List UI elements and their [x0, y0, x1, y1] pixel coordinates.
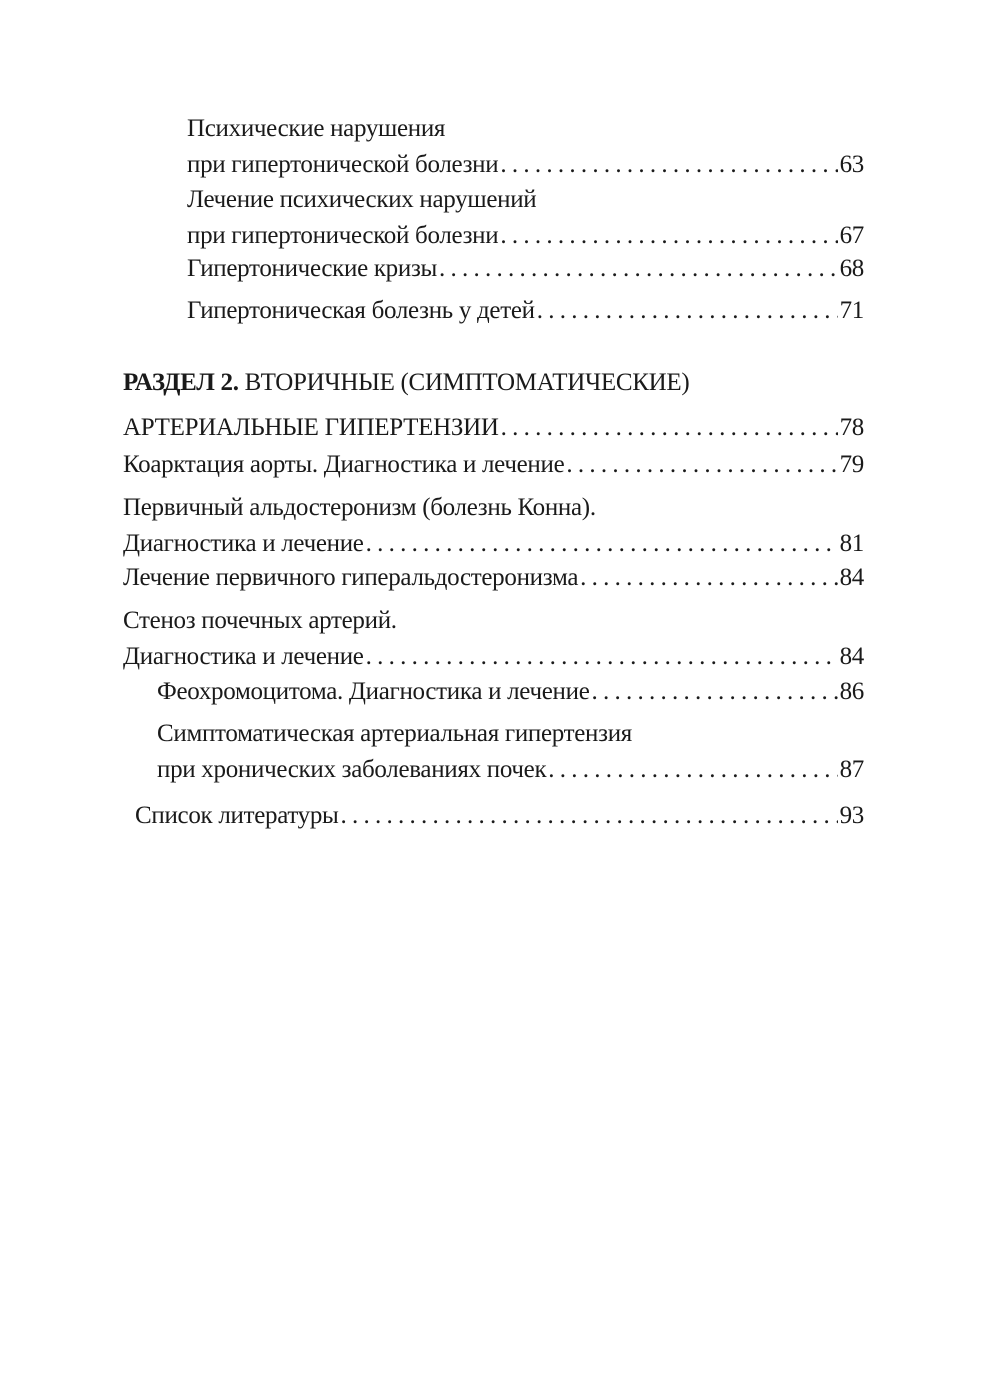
section-prefix: РАЗДЕЛ 2. [123, 369, 239, 396]
toc-page-number: 71 [839, 297, 864, 324]
toc-page-number: 93 [839, 802, 864, 829]
toc-entry[interactable] [187, 251, 864, 287]
toc-entry-title-line: Диагностика и лечение [123, 643, 364, 670]
toc-page-number: 67 [839, 222, 864, 249]
toc-entry-title-line: Диагностика и лечение [123, 530, 364, 557]
toc-entry[interactable] [157, 716, 864, 788]
toc-entry-title-line: АРТЕРИАЛЬНЫЕ ГИПЕРТЕНЗИИ [123, 414, 499, 441]
dot-leader [592, 674, 838, 710]
dot-leader [439, 251, 838, 287]
toc-entry-title-line: Психические нарушения [187, 115, 446, 142]
toc-entry-title-line: при гипертонической болезни [187, 222, 499, 249]
toc-page-number: 78 [839, 414, 864, 441]
toc-page-number: 68 [839, 255, 864, 282]
toc-entry-title-line: Лечение психических нарушений [187, 186, 537, 213]
toc-entry-title-line: Первичный альдостеронизм (болезнь Конна). [123, 494, 596, 521]
toc-entry[interactable] [123, 560, 864, 596]
toc-entry[interactable] [123, 447, 864, 483]
toc-entry-bibliography[interactable] [135, 798, 864, 834]
toc-entry[interactable] [123, 603, 864, 675]
dot-leader [366, 526, 838, 562]
toc-entry[interactable] [187, 182, 864, 254]
dot-leader [580, 560, 837, 596]
dot-leader [341, 798, 838, 834]
toc-page-number: 79 [839, 451, 864, 478]
toc-page-number: 84 [839, 643, 864, 670]
toc-entry-title-line: Коарктация аорты. Диагностика и лечение [123, 451, 565, 478]
toc-entry-title-line: при хронических заболеваниях почек [157, 756, 547, 783]
toc-page-number: 87 [839, 756, 864, 783]
toc-page-number: 84 [839, 564, 864, 591]
toc-entry[interactable] [157, 674, 864, 710]
toc-entry-title-line: Стеноз почечных артерий. [123, 607, 397, 634]
dot-leader [566, 447, 837, 483]
dot-leader [548, 752, 837, 788]
toc-entry[interactable] [187, 111, 864, 183]
toc-entry[interactable] [123, 490, 864, 562]
dot-leader [537, 293, 838, 329]
toc-entry-title-line: Симптоматическая артериальная гипертензия [157, 720, 632, 747]
toc-entry-title-line: Лечение первичного гиперальдостеронизма [123, 564, 579, 591]
toc-page-number: 63 [839, 151, 864, 178]
toc-entry-title-line: Список литературы [135, 802, 339, 829]
toc-entry-title-line: Гипертонические кризы [187, 255, 438, 282]
toc-page-number: 81 [839, 530, 864, 557]
toc-entry[interactable] [187, 293, 864, 329]
dot-leader [366, 639, 838, 675]
toc-entry-title-line: Гипертоническая болезнь у детей [187, 297, 535, 324]
toc-entry-title-line: ВТОРИЧНЫЕ (СИМПТОМАТИЧЕСКИЕ) [244, 369, 690, 396]
toc-section-entry[interactable] [123, 360, 864, 450]
toc-entry-title-line: при гипертонической болезни [187, 151, 499, 178]
dot-leader [500, 147, 837, 183]
toc-page-number: 86 [839, 678, 864, 705]
dot-leader [500, 218, 837, 254]
dot-leader [501, 405, 838, 450]
toc-entry-title-line: Феохромоцитома. Диагностика и лечение [157, 678, 590, 705]
